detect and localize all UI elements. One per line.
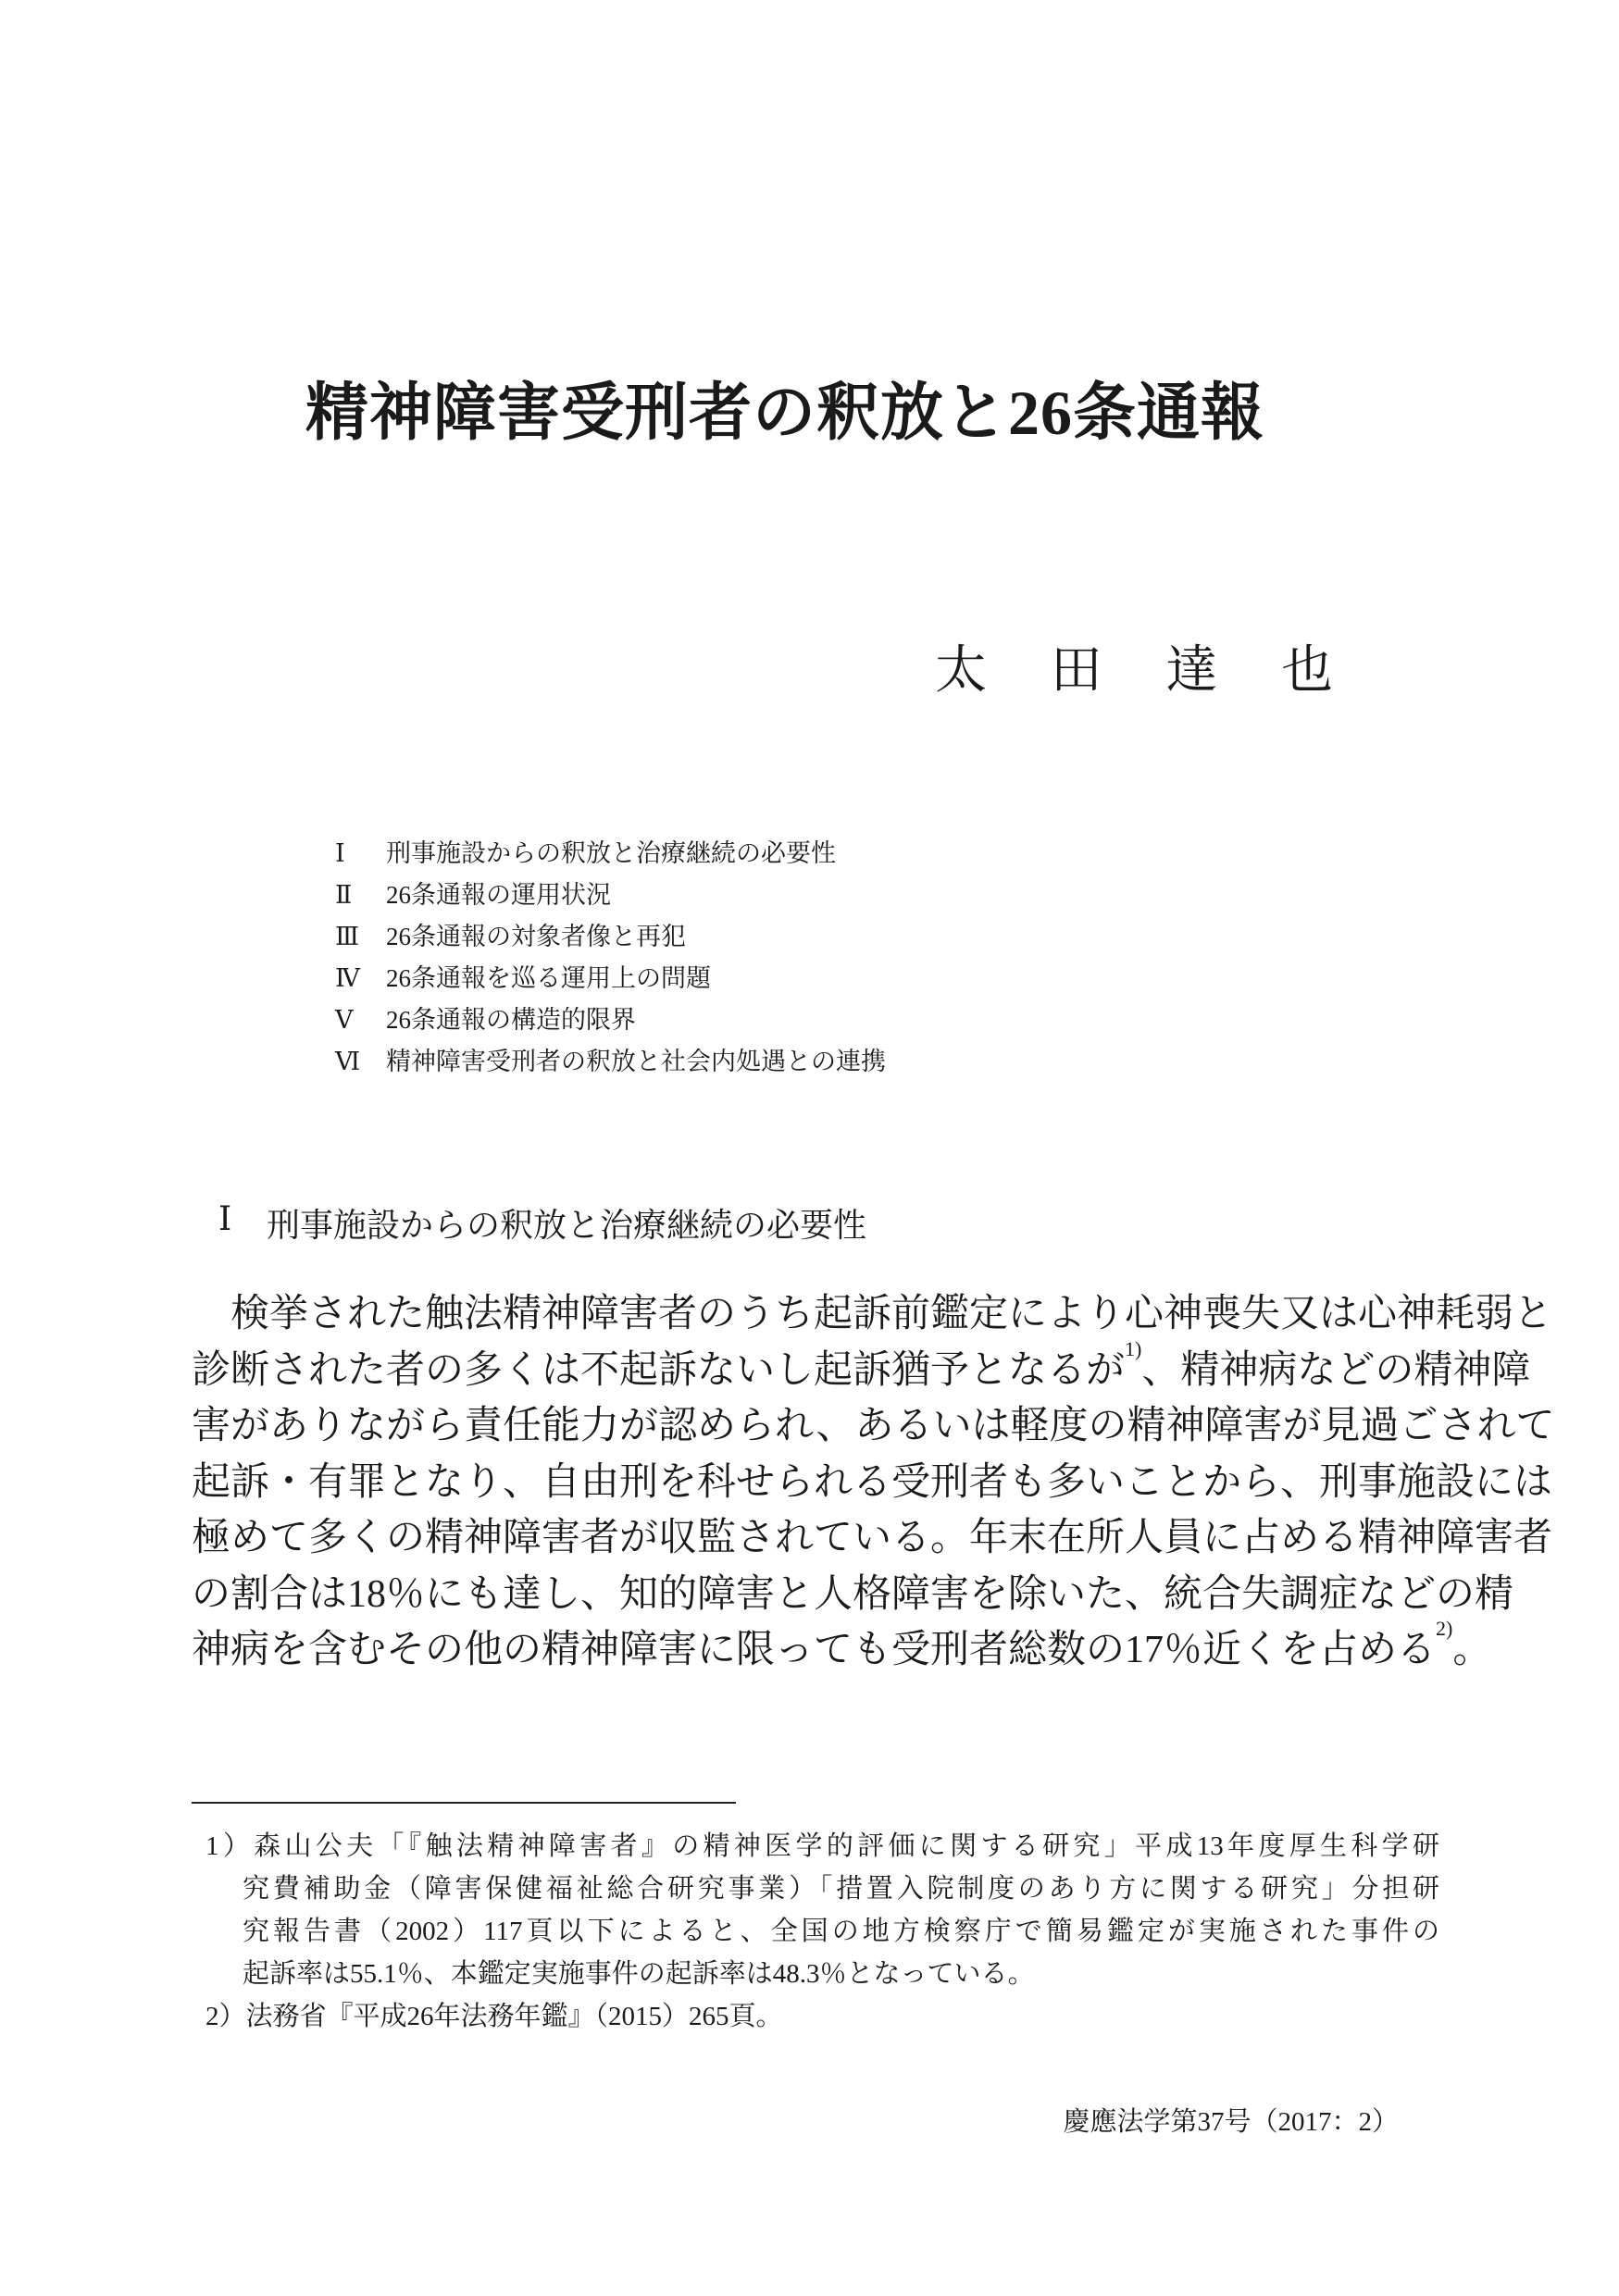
footnote-line: 起訴率は55.1％、本鑑定実施事件の起訴率は48.3％となっている。 — [243, 1959, 1035, 1989]
footnote-line: 究費補助金（障害保健福祉総合研究事業）「措置入院制度のあり方に関する研究」分担研 — [243, 1874, 1439, 1904]
toc-number: Ⅴ — [335, 1006, 354, 1034]
body-line: の割合は18％にも達し、知的障害と人格障害を除いた、統合失調症などの精 — [192, 1572, 1514, 1616]
footnote-text: 法務省『平成26年法務年鑑』（2015）265頁。 — [245, 2002, 783, 2031]
body-line: 極めて多くの精神障害者が収監されている。年末在所人員に占める精神障害者 — [192, 1517, 1553, 1559]
toc-number: Ⅲ — [335, 923, 360, 950]
footnote-number: 1） — [205, 1831, 255, 1861]
body-text: 、精神病などの精神障 — [1141, 1348, 1531, 1392]
table-of-contents — [335, 833, 886, 1083]
toc-label: 刑事施設からの釈放と治療継続の必要性 — [386, 839, 836, 867]
toc-item — [335, 1041, 886, 1083]
toc-item — [335, 999, 886, 1041]
footnote-line — [205, 1825, 1439, 1868]
toc-item — [335, 833, 886, 875]
toc-number: Ⅰ — [335, 839, 345, 867]
toc-label: 26条通報の対象者像と再犯 — [386, 923, 686, 950]
toc-label: 精神障害受刑者の釈放と社会内処遇との連携 — [386, 1048, 886, 1075]
article-title: 精神障害受刑者の釈放と26条通報 — [305, 378, 1265, 448]
body-line: 害がありながら責任能力が認められ、あるいは軽度の精神障害が見過ごされて — [192, 1405, 1555, 1447]
section-title: 刑事施設からの釈放と治療継続の必要性 — [267, 1207, 867, 1244]
footnotes — [205, 1825, 1439, 2038]
footnote-ref[interactable]: 2) — [1436, 1617, 1453, 1640]
toc-item — [335, 916, 886, 958]
section-heading — [218, 1199, 866, 1247]
body-paragraph — [192, 1286, 1555, 1679]
section-number: Ⅰ — [218, 1200, 232, 1237]
author-name: 太 田 達 也 — [935, 642, 1333, 700]
body-text: 神病を含むその他の精神障害に限っても受刑者総数の17％近くを占める — [192, 1629, 1437, 1671]
toc-label: 26条通報の構造的限界 — [386, 1006, 636, 1034]
footnote-line: 究報告書（2002）117頁以下によると、全国の地方検察庁で簡易鑑定が実施された事件の — [243, 1917, 1439, 1946]
toc-item — [335, 958, 886, 999]
body-text: 診断された者の多くは不起訴ないし起訴猶予となるが — [192, 1348, 1126, 1392]
body-line: 検挙された触法精神障害者のうち起訴前鑑定により心神喪失又は心神耗弱と — [192, 1293, 1553, 1335]
body-line: 起訴・有罪となり、自由刑を科せられる受刑者も多いことから、刑事施設には — [192, 1460, 1553, 1504]
toc-label: 26条通報の運用状況 — [386, 881, 611, 909]
toc-item — [335, 875, 886, 916]
footnote-number: 2） — [205, 2002, 246, 2031]
toc-label: 26条通報を巡る運用上の問題 — [386, 964, 711, 992]
footnote-ref[interactable]: 1) — [1125, 1336, 1142, 1360]
footnote-divider — [192, 1802, 736, 1804]
footnote-line — [205, 1995, 1439, 2038]
toc-number: Ⅵ — [335, 1048, 361, 1075]
body-text: 。 — [1452, 1629, 1492, 1671]
journal-footer: 慶應法学第37号（2017：2） — [1063, 2107, 1399, 2137]
footnote-text: 森山公夫「『触法精神障害者』の精神医学的評価に関する研究」平成13年度厚生科学研 — [254, 1831, 1439, 1861]
toc-number: Ⅱ — [335, 881, 353, 909]
body-line — [192, 1336, 1531, 1399]
toc-number: Ⅳ — [335, 964, 360, 992]
body-line — [192, 1617, 1492, 1679]
